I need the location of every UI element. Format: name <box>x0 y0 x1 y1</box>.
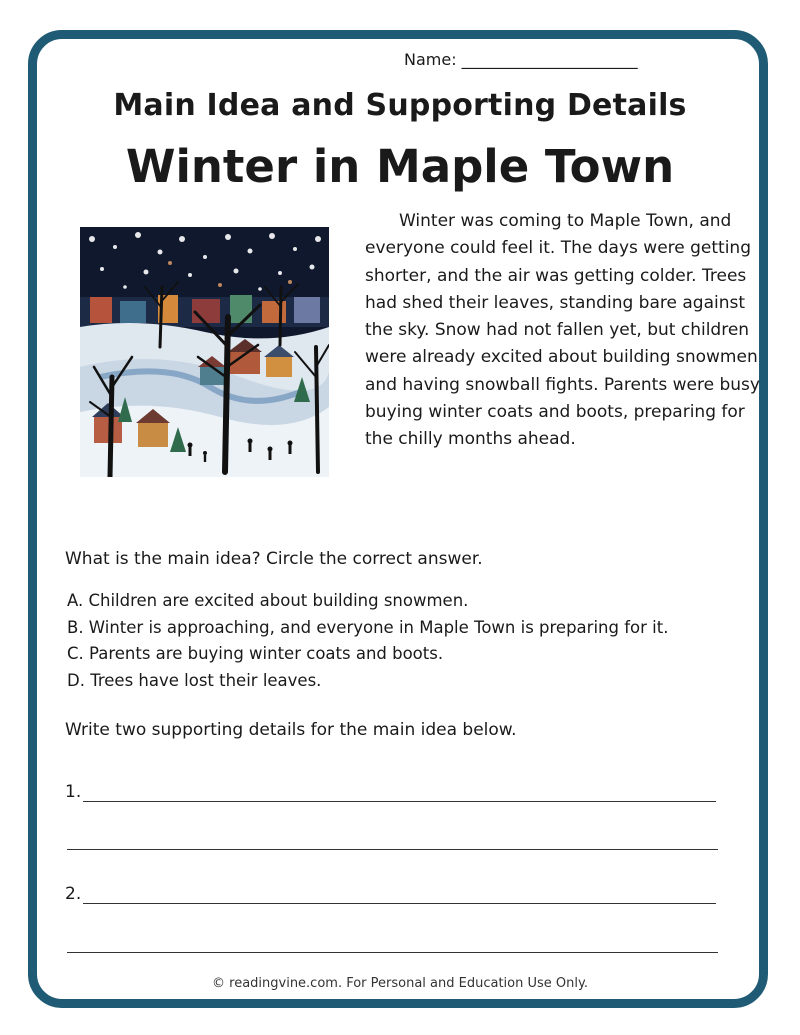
answer-number: 2. <box>65 884 82 904</box>
name-field-label[interactable]: Name: ______________________ <box>404 50 638 69</box>
winter-town-illustration <box>80 227 329 477</box>
option-b[interactable]: B. Winter is approaching, and everyone in Maple Town is preparing for it. <box>67 617 669 637</box>
writing-line[interactable] <box>67 934 718 953</box>
option-d[interactable]: D. Trees have lost their leaves. <box>67 670 322 690</box>
reading-passage <box>365 208 760 454</box>
passage-text: Winter was coming to Maple Town, and everyone could feel it. The days were getting shorter, and the air was getting colder. Trees had shed their leaves, standing bare against the sky. Snow had not fallen yet, but children were already excited about building snowmen and having snowball fights. Parents were busy buying winter coats and boots, preparing for the chilly months ahead. <box>365 211 760 450</box>
option-a[interactable]: A. Children are excited about building snowmen. <box>67 591 469 610</box>
answer-line-2[interactable] <box>65 884 716 904</box>
main-idea-question: What is the main idea? Circle the correct answer. <box>65 549 483 569</box>
worksheet-subtitle: Main Idea and Supporting Details <box>113 88 687 123</box>
option-c[interactable]: C. Parents are buying winter coats and boots. <box>67 644 444 663</box>
answer-line-2-continued[interactable] <box>65 934 718 953</box>
answer-line-1-continued[interactable] <box>65 831 718 850</box>
answer-options <box>67 588 668 694</box>
worksheet-title: Winter in Maple Town <box>125 140 675 193</box>
writing-line[interactable] <box>67 831 718 850</box>
answer-line-1[interactable] <box>65 782 716 802</box>
writing-line[interactable] <box>83 783 716 802</box>
copyright-footer: © readingvine.com. For Personal and Education Use Only. <box>212 976 588 991</box>
writing-line[interactable] <box>83 885 716 904</box>
answer-number: 1. <box>65 782 82 802</box>
supporting-details-instruction: Write two supporting details for the main idea below. <box>65 720 517 740</box>
